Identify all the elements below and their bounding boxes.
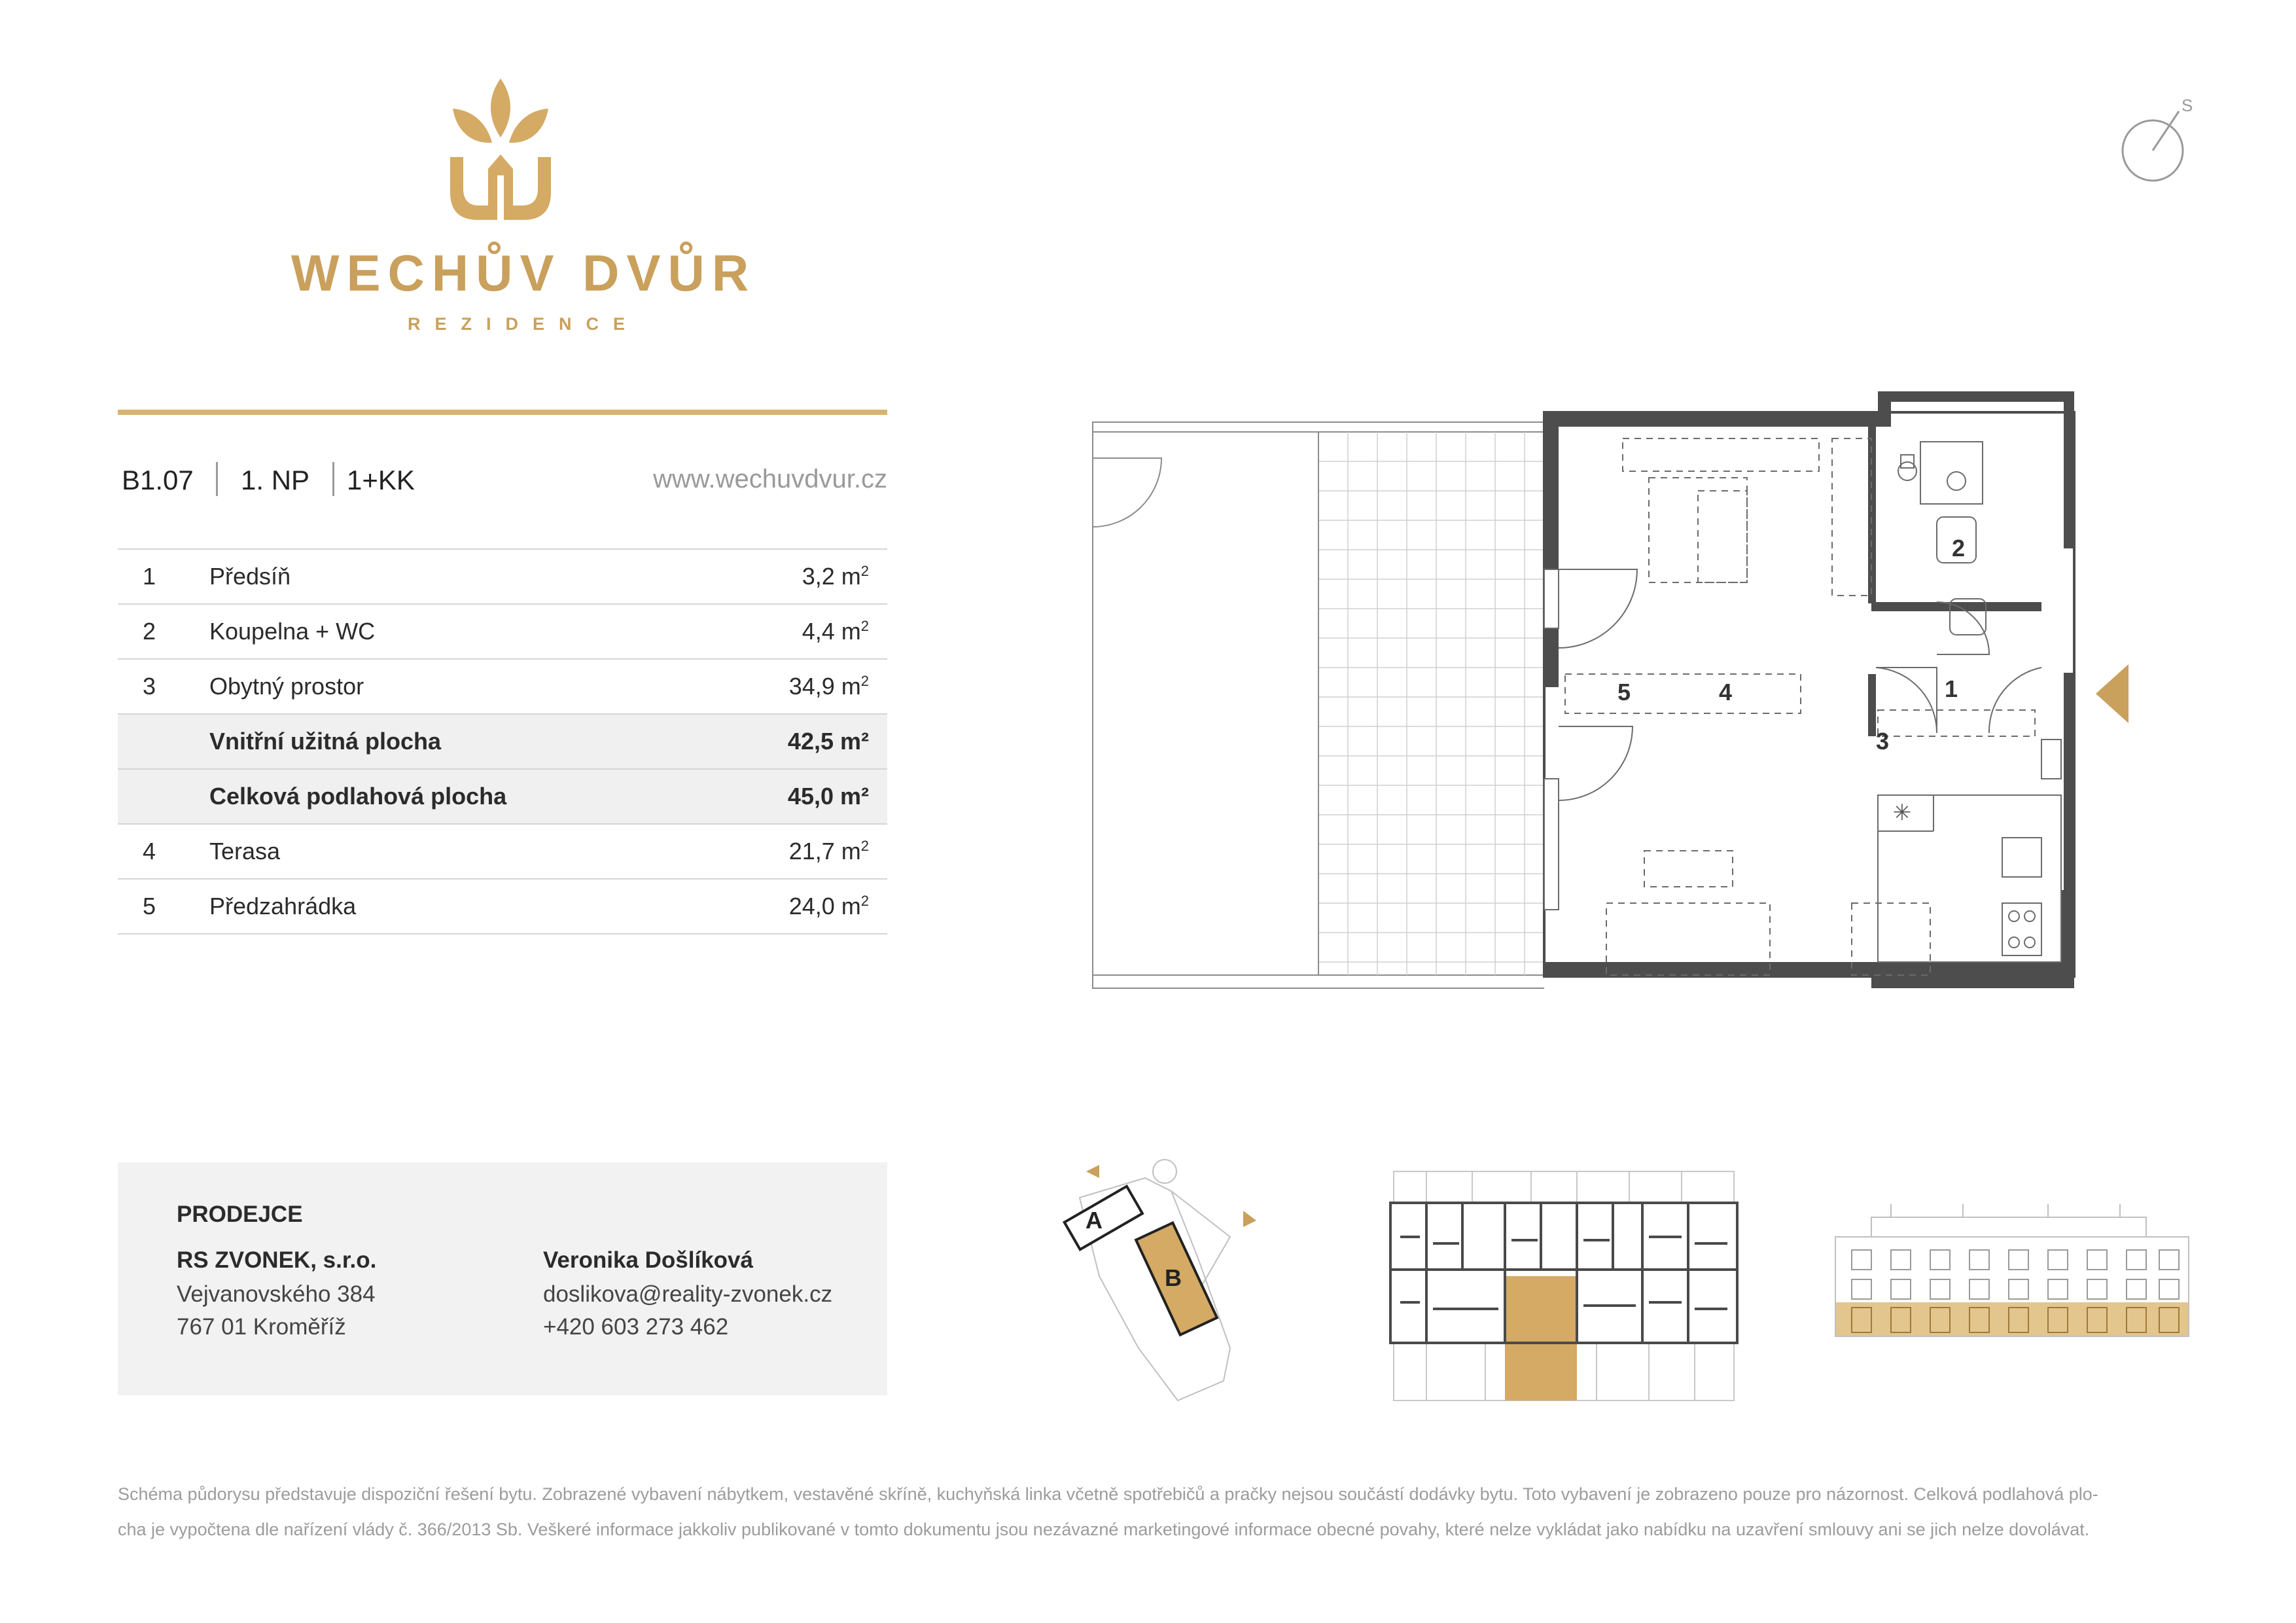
building-a <box>1065 1186 1142 1250</box>
room-name: Předsíň <box>209 549 717 604</box>
room-number: 3 <box>118 659 209 714</box>
facade-windows <box>1852 1250 2179 1299</box>
summary-value: 45,0 m² <box>717 769 887 824</box>
summary-row <box>118 769 887 824</box>
compass-letter: S <box>2181 96 2193 115</box>
website-link[interactable]: www.wechuvdvur.cz <box>653 465 887 493</box>
entrance-arrow-icon <box>2093 661 2132 726</box>
unit-layout: 1+KK <box>347 465 415 495</box>
kitchen <box>1878 740 2061 962</box>
company-name: RS ZVONEK, s.r.o. <box>177 1247 377 1273</box>
room-label: 5 <box>1617 679 1631 705</box>
compass-icon <box>2113 85 2205 190</box>
furniture <box>1565 438 2035 975</box>
room-name: Předzahrádka <box>209 879 717 934</box>
sales-heading: PRODEJCE <box>177 1202 303 1227</box>
room-name: Terasa <box>209 824 717 879</box>
room-number: 4 <box>118 824 209 879</box>
building-label-b: B <box>1165 1264 1182 1291</box>
divider <box>332 462 334 496</box>
fridge-icon: ✳ <box>1892 800 1912 825</box>
agent-email[interactable]: doslikova@reality-zvonek.cz <box>543 1281 833 1307</box>
summary-label: Celková podlahová plocha <box>209 769 717 824</box>
terrace-tiles <box>1318 432 1544 975</box>
room-label: 1 <box>1944 675 1958 702</box>
summary-label: Vnitřní užitná plocha <box>209 714 717 769</box>
room-area: 34,9 $m^2$ <box>717 659 887 714</box>
room-label: 3 <box>1875 728 1890 755</box>
room-number: 2 <box>118 604 209 659</box>
summary-row <box>118 714 887 769</box>
room-name: Koupelna + WC <box>209 604 717 659</box>
floor-key-plan <box>1381 1165 1740 1407</box>
brand-tagline: REZIDENCE <box>407 314 639 334</box>
room-area: 4,4 $m^2$ <box>717 604 887 659</box>
room-number <box>118 714 209 769</box>
gold-divider <box>118 410 887 415</box>
room-label: 4 <box>1718 679 1733 705</box>
disclaimer-line: Schéma půdorysu představuje dispoziční řešení bytu. Zobrazené vybavení nábytkem, vestavěné skříně, kuchyňská linka včetně spotřebičů a pračky nejsou součástí dodávky bytu. Toto vybavení je zobrazeno pouze pro názornost. Celková podlahová plo- <box>118 1484 2098 1504</box>
agent-phone[interactable]: +420 603 273 462 <box>543 1314 729 1340</box>
room-number: 5 <box>118 879 209 934</box>
area-table <box>118 548 887 935</box>
sales-contact-box <box>118 1162 887 1395</box>
room-area: 3,2 $m^2$ <box>717 549 887 604</box>
floor-plan <box>1086 386 2100 1008</box>
brand-logo-icon <box>432 77 569 221</box>
room-name: Obytný prostor <box>209 659 717 714</box>
site-plan <box>1034 1145 1296 1420</box>
agent-name: Veronika Došlíková <box>543 1247 753 1273</box>
room-area: 24,0 $m^2$ <box>717 879 887 934</box>
company-street: Vejvanovského 384 <box>177 1281 376 1307</box>
room-number <box>118 769 209 824</box>
table-row <box>118 824 887 879</box>
company-city: 767 01 Kroměříž <box>177 1314 346 1340</box>
room-number: 1 <box>118 549 209 604</box>
unit-floor: 1. NP <box>241 465 310 495</box>
table-row <box>118 604 887 659</box>
building-label-a: A <box>1086 1207 1103 1234</box>
building-elevation <box>1832 1198 2199 1342</box>
room-area: 21,7 $m^2$ <box>717 824 887 879</box>
table-row <box>118 549 887 604</box>
table-row <box>118 659 887 714</box>
divider <box>216 462 218 496</box>
disclaimer <box>118 1476 2192 1547</box>
disclaimer-line: cha je vypočtena dle nařízení vlády č. 366/2013 Sb. Veškeré informace jakkoliv publikované v tomto dokumentu jsou nezávazné marketingové informace obecné povahy, které nelze vykládat jako nabídku na uzavření smlouvy ani se jich nelze dovolávat. <box>118 1520 2090 1539</box>
brand-name: WECHŮV DVŮR <box>291 244 756 302</box>
unit-code: B1.07 <box>122 465 194 495</box>
table-row <box>118 879 887 934</box>
summary-value: 42,5 m² <box>717 714 887 769</box>
unit-header <box>118 459 887 505</box>
room-label: 2 <box>1951 535 1966 562</box>
